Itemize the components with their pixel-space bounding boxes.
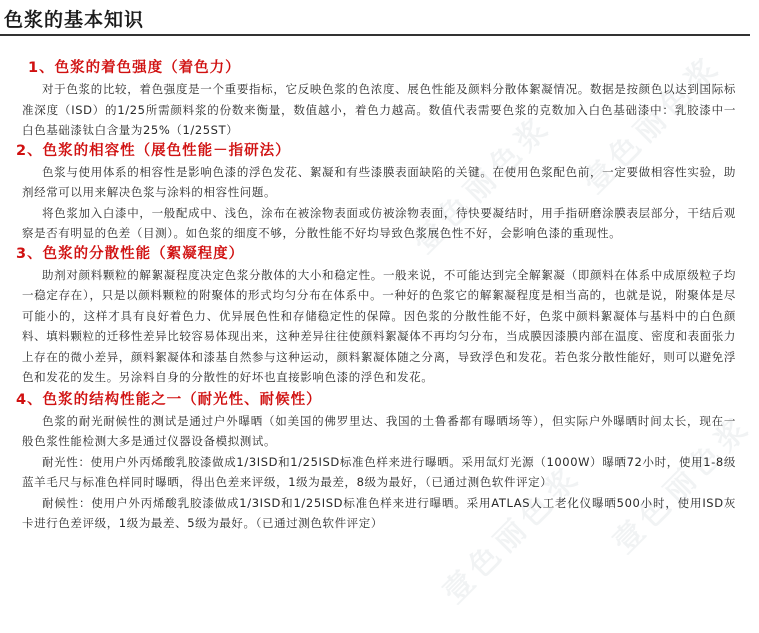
- watermark-text: 壹色丽色浆: [576, 48, 729, 201]
- section-paragraph: 色浆与使用体系的相容性是影响色漆的浮色发花、絮凝和有些漆膜表面缺陷的关键。在使用色浆配色前，一定要做相容性实验，助剂经常可以用来解决色浆与涂料的相容性问题。: [22, 164, 736, 199]
- section-paragraph: 将色浆加入白漆中，一般配成中、浅色，涂布在被涂物表面或仿被涂物表面，待快要凝结时，用手指研磨涂膜表层部分，干结后观察是否有明显的色差（目测）。如色浆的细度不够，分散性能不好均导致色浆展色性不好，会影响色漆的重现性。: [22, 205, 736, 240]
- section-tinting-strength: [0, 58, 750, 141]
- page-header: [0, 0, 750, 34]
- section-compatibility: [0, 141, 750, 244]
- section-title: 1、色浆的着色强度（着色力）: [28, 60, 241, 76]
- section-paragraph: 耐候性：使用户外丙烯酸乳胶漆做成1/3ISD和1/25ISD标准色样来进行曝晒。采用ATLAS人工老化仪曝晒500小时，使用ISD灰卡进行色差评级，1级为最差、5级为最好。（已通过测色软件评定）: [22, 495, 736, 530]
- section-paragraph: 色浆的耐光耐候性的测试是通过户外曝晒（如美国的佛罗里达、我国的土鲁番都有曝晒场等），但实际户外曝晒时间太长，现在一般色浆性能检测大多是通过仪器设备模拟测试。: [22, 413, 736, 448]
- section-paragraph: 助剂对颜料颗粒的解絮凝程度决定色浆分散体的大小和稳定性。一般来说，不可能达到完全解絮凝（即颜料在体系中成原级粒子均一稳定存在），只是以颜料颗粒的附聚体的形式均匀分布在体系中。一种好的色浆它的解絮凝程度是相当高的，也就是说，附聚体是尽可能小的，这样才具有良好着色力、优异展色性和存储稳定性的保障。因色浆的分散性能不好，色浆中颜料絮凝体与基料中的白色颜料、填料颗粒的迁移性差异比较容易体现出来，这种差异往往使颜料絮凝体不再均匀分布，当成膜因漆膜内部在温度、密度和表面张力上存在的微小差异，颜料絮凝体和漆基自然参与这种运动，颜料絮凝体随之分离，导致浮色和发花。若色浆分散性能好，则可以避免浮色和发花的发生。另涂料自身的分散性的好坏也直接影响色漆的浮色和发花。: [22, 267, 736, 384]
- section-title: 3、色浆的分散性能（絮凝程度）: [16, 245, 245, 262]
- section-title: 2、色浆的相容性（展色性能－指研法）: [16, 142, 291, 159]
- section-title: 4、色浆的结构性能之一（耐光性、耐候性）: [16, 391, 322, 408]
- watermark-text: 壹色丽色浆: [436, 458, 589, 611]
- header-divider: [0, 34, 750, 36]
- page-title: 色浆的基本知识: [4, 9, 145, 31]
- article-body: [0, 58, 750, 534]
- section-dispersion: [0, 244, 750, 388]
- watermark-text: 壹色丽色浆: [606, 408, 759, 561]
- section-lightfastness: [0, 390, 750, 534]
- section-paragraph: 耐光性：使用户外丙烯酸乳胶漆做成1/3ISD和1/25ISD标准色样来进行曝晒。采用氙灯光源（1000W）曝晒72小时，使用1-8级蓝羊毛尺与标准色样同时曝晒，得出色差来评级，1级为最差，8级为最好，（已通过测色软件评定）: [22, 454, 736, 489]
- section-paragraph: 对于色浆的比较，着色强度是一个重要指标，它反映色浆的色浓度、展色性能及颜料分散体絮凝情况。数据是按颜色以达到国际标准深度（ISD）的1/25所需颜料浆的份数来衡量，数值越小，着色力越高。数值代表需要色浆的克数加入白色基础漆中：乳胶漆中一白色基础漆钛白含量为25%（1/25ST）: [22, 82, 736, 137]
- watermark-text: 壹色丽色浆: [406, 108, 559, 261]
